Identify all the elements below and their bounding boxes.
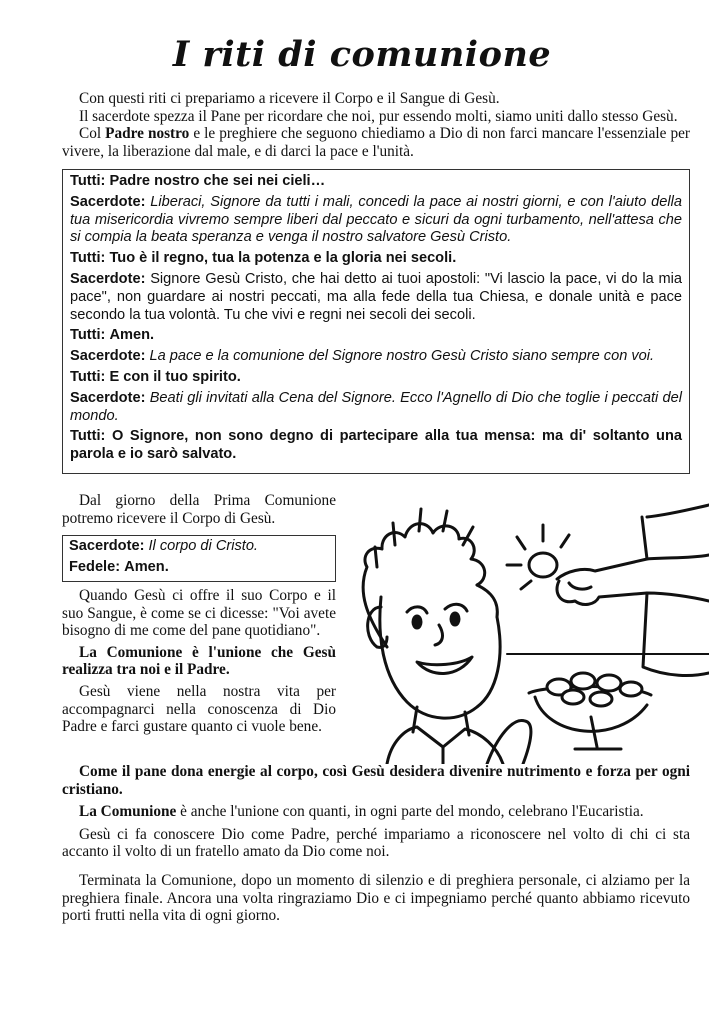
speaker-label: Tutti: [70,250,106,267]
speaker-label: Fedele: [69,558,121,575]
dialogue-line [70,250,682,268]
speaker-label: Sacerdote: [69,538,145,554]
final-section [62,872,690,925]
body-paragraph: Gesù ci fa conoscere Dio come Padre, perché impariamo a riconoscere nel volto di chi ci sta accanto il volto di un fratello amato da Dio come noi. [62,825,690,861]
dialogue-text: Beati gli invitati alla Cena del Signore. Ecco l'Agnello di Dio che toglie i peccati del mondo. [70,389,682,424]
comunione-bold: La Comunione [79,803,177,821]
padre-nostro-bold: Padre nostro [105,125,190,143]
bottom-section [62,763,690,866]
speaker-label: Tutti: [70,173,106,189]
dialogue-text: E con il tuo spirito. [109,368,241,385]
intro-text: Col [79,125,106,143]
speaker-label: Sacerdote: [70,389,146,406]
body-paragraph: Quando Gesù ci offre il suo Corpo e il suo Sangue, è come se ci dicesse: "Voi avete bisogno di me come del pane quotidiano". [62,587,336,640]
dialogue-text: Signore Gesù Cristo, che hai detto ai tuoi apostoli: "Vi lascio la pace, vi do la mia pace", non guardare ai nostri peccati, ma alla fede della tua Chiesa, e donale unità e pace secondo la tua volontà. Tu che vivi e regni nei secoli dei secoli. [70,270,682,323]
left-column-text [62,587,336,740]
intro-paragraph [62,125,690,160]
communion-intro-paragraph: Dal giorno della Prima Comunione potremo ricevere il Corpo di Gesù. [62,492,336,527]
dialogue-line [70,369,682,387]
dialogue-line [69,538,329,556]
communion-intro [62,492,336,527]
communion-dialogue-box [62,535,336,582]
dialogue-text: La pace e la comunione del Signore nostro Gesù Cristo siano sempre con voi. [149,348,655,365]
child-receiving-communion-illustration [347,497,709,764]
dialogue-line [70,390,682,426]
speaker-label: Tutti: [70,428,106,445]
dialogue-text: Amen. [109,327,155,344]
body-paragraph-bold: Come il pane dona energie al corpo, così Gesù desidera divenire nutrimento e forza per ogni cristiano. [62,763,690,798]
intro-section [62,90,690,160]
dialogue-text: Liberaci, Signore da tutti i mali, concedi la pace ai nostri giorni, e con l'aiuto della tua misericordia vivremo sempre liberi dal peccato e sicuri da ogni turbamento, nell'attesa che si compia la beata speranza e venga il nostro salvatore Gesù Cristo. [70,193,682,246]
dialogue-text: Il corpo di Cristo. [148,538,258,554]
liturgy-dialogue-box [62,169,690,474]
dialogue-line [70,348,682,366]
dialogue-text: Tuo è il regno, tua la potenza e la gloria nei secoli. [109,250,457,267]
dialogue-line [70,271,682,324]
speaker-label: Sacerdote: [70,348,146,365]
speaker-label: Sacerdote: [70,193,146,210]
dialogue-line [70,327,682,345]
speaker-label: Sacerdote: [70,270,146,287]
speaker-label: Tutti: [70,368,106,385]
dialogue-line [70,194,682,247]
body-text: è anche l'unione con quanti, in ogni parte del mondo, celebrano l'Eucaristia. [176,803,644,821]
intro-paragraph: Il sacerdote spezza il Pane per ricordare che noi, pur essendo molti, siamo uniti dallo stesso Gesù. [79,107,678,125]
body-paragraph [62,803,690,821]
intro-text: e le preghiere che seguono chiediamo a Dio di non farci mancare l'essenziale per vivere, la liberazione dal male, e di darci la pace e l'unità. [62,125,690,160]
final-paragraph: Terminata la Comunione, dopo un momento di silenzio e di preghiera personale, ci alziamo per la preghiera finale. Ancora una volta ringraziamo Dio e ci impegniamo perché quanto abbiamo ricevuto porti frutti nella vita di ogni giorno. [62,872,690,925]
body-paragraph: Gesù viene nella nostra vita per accompagnarci nella conoscenza di Dio Padre e farci gustare quanto ci vuole bene. [62,682,336,736]
dialogue-line [70,173,682,191]
dialogue-text: Padre nostro che sei nei cieli… [109,173,326,189]
speaker-label: Tutti: [70,327,106,344]
dialogue-line [70,428,682,464]
dialogue-text: Amen. [124,558,169,575]
intro-paragraph: Con questi riti ci prepariamo a ricevere il Corpo e il Sangue di Gesù. [79,90,500,107]
dialogue-line [69,559,329,577]
dialogue-text: O Signore, non sono degno di partecipare alla tua mensa: ma di' soltanto una parola e io sarò salvato. [70,428,682,463]
page-title: I riti di comunione [172,34,552,75]
body-paragraph-bold: La Comunione è l'unione che Gesù realizza tra noi e il Padre. [62,643,336,679]
